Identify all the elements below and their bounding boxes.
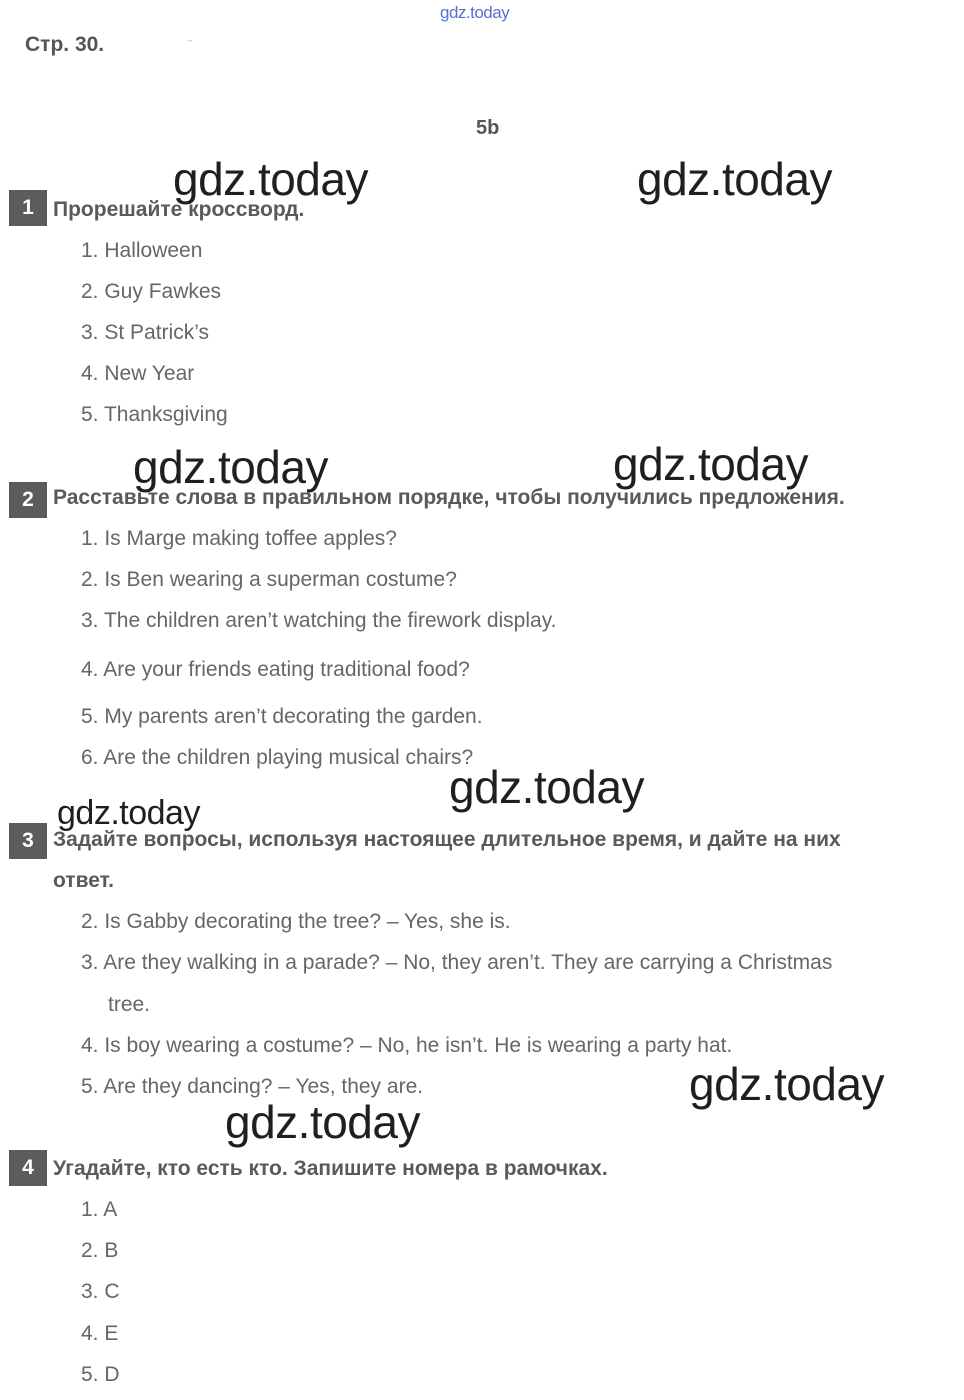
task-title: Расставьте слова в правильном порядке, чтобы получились предложения. xyxy=(53,486,845,509)
list-item: 1. Is Marge making toffee apples? xyxy=(81,527,397,550)
list-item: 1. A xyxy=(81,1198,118,1221)
task-title: Прорешайте кроссворд. xyxy=(53,198,305,221)
task-title: Угадайте, кто есть кто. Запишите номера в рамочках. xyxy=(53,1157,608,1180)
list-item: 4. E xyxy=(81,1322,119,1345)
page-number: Стр. 30. xyxy=(25,33,105,56)
list-item: 3. The children aren’t watching the firework display. xyxy=(81,609,557,632)
watermark: gdz.today xyxy=(225,1096,420,1148)
list-item: 3. St Patrick’s xyxy=(81,321,209,344)
watermark: gdz.today xyxy=(637,153,832,205)
list-item: 2. Is Gabby decorating the tree? – Yes, she is. xyxy=(81,910,511,933)
list-item: 3. C xyxy=(81,1280,120,1303)
task-number-badge: 4 xyxy=(9,1150,47,1186)
list-item: 3. Are they walking in a parade? – No, they aren’t. They are carrying a Christmas xyxy=(81,951,833,974)
top-watermark: gdz.today xyxy=(440,3,510,22)
list-item: 4. Is boy wearing a costume? – No, he isn’t. He is wearing a party hat. xyxy=(81,1034,733,1057)
list-item: 2. Is Ben wearing a superman costume? xyxy=(81,568,457,591)
unit-title: 5b xyxy=(476,117,500,139)
list-item: 5. Thanksgiving xyxy=(81,403,228,426)
task-number-badge: 3 xyxy=(9,823,47,859)
list-item: 2. B xyxy=(81,1239,119,1262)
task-title-continuation: ответ. xyxy=(53,869,114,892)
tiny-mark: -- xyxy=(187,36,193,45)
list-item-continuation: tree. xyxy=(108,993,151,1016)
list-item: 5. My parents aren’t decorating the garden. xyxy=(81,705,483,728)
watermark: gdz.today xyxy=(449,761,644,813)
task-number-badge: 1 xyxy=(9,190,47,226)
list-item: 1. Halloween xyxy=(81,239,203,262)
list-item: 5. Are they dancing? – Yes, they are. xyxy=(81,1075,424,1098)
watermark: gdz.today xyxy=(689,1058,884,1110)
list-item: 4. Are your friends eating traditional food? xyxy=(81,658,470,681)
watermark: gdz.today xyxy=(173,153,368,205)
watermark: gdz.today xyxy=(133,441,328,493)
watermark: gdz.today xyxy=(57,794,200,832)
list-item: 5. D xyxy=(81,1363,120,1386)
task-title: Задайте вопросы, используя настоящее длительное время, и дайте на них xyxy=(53,828,841,851)
list-item: 2. Guy Fawkes xyxy=(81,280,222,303)
watermark: gdz.today xyxy=(613,438,808,490)
list-item: 6. Are the children playing musical chairs? xyxy=(81,746,474,769)
list-item: 4. New Year xyxy=(81,362,195,385)
task-number-badge: 2 xyxy=(9,482,47,518)
